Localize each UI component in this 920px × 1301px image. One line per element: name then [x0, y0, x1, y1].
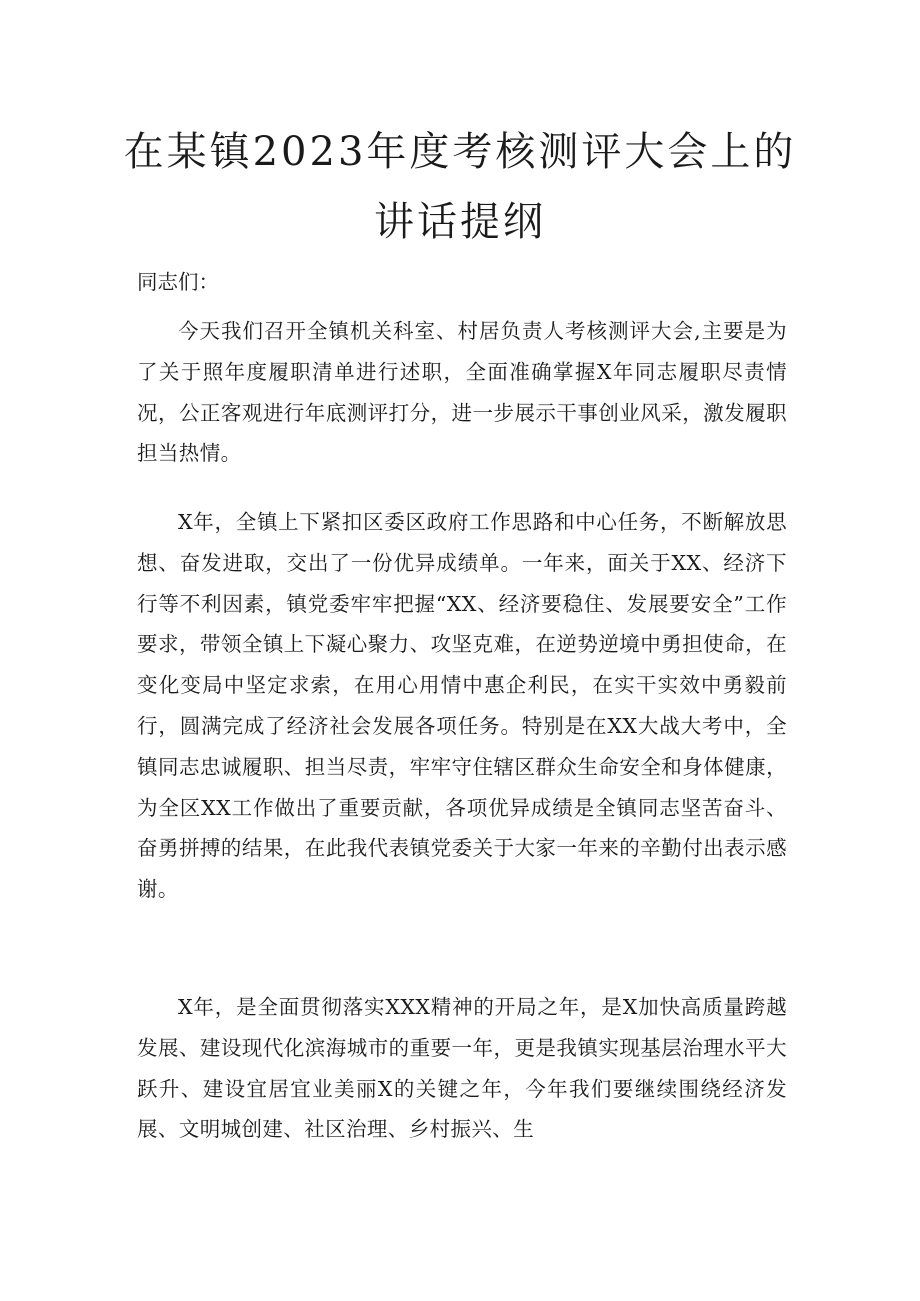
paragraph-2: X年，全镇上下紧扣区委区政府工作思路和中心任务，不断解放思想、奋发进取，交出了一份优异成绩单。一年来，面关于XX、经济下行等不利因素，镇党委牢牢把握“XX、经济要稳住、发展要安全”工作要求，带领全镇上下凝心聚力、攻坚克难，在逆势逆境中勇担使命，在变化变局中坚定求索，在用心用情中惠企利民，在实干实效中勇毅前行，圆满完成了经济社会发展各项任务。特别是在XX大战大考中，全镇同志忠诚履职、担当尽责，牢牢守住辖区群众生命安全和身体健康，为全区XX工作做出了重要贡献，各项优异成绩是全镇同志坚苦奋斗、奋勇拼搏的结果，在此我代表镇党委关于大家一年来的辛勤付出表示感谢。: [137, 510, 787, 902]
document-title-line-2: 讲话提纲: [374, 199, 546, 245]
paragraph-3: X年，是全面贯彻落实XXX精神的开局之年，是X加快高质量跨越发展、建设现代化滨海城市的重要一年，更是我镇实现基层治理水平大跃升、建设宜居宜业美丽X的关键之年，今年我们要继续围绕经济发展、文明城创建、社区治理、乡村振兴、生: [137, 995, 787, 1142]
document-title-line-1: 在某镇2023年度考核测评大会上的: [123, 129, 797, 175]
paragraph-1: 今天我们召开全镇机关科室、村居负责人考核测评大会,主要是为了关于照年度履职清单进行述职，全面准确掌握X年同志履职尽责情况，公正客观进行年底测评打分，进一步展示干事创业风采，激发履职担当热情。: [137, 319, 787, 466]
salutation: 同志们：: [137, 270, 219, 294]
